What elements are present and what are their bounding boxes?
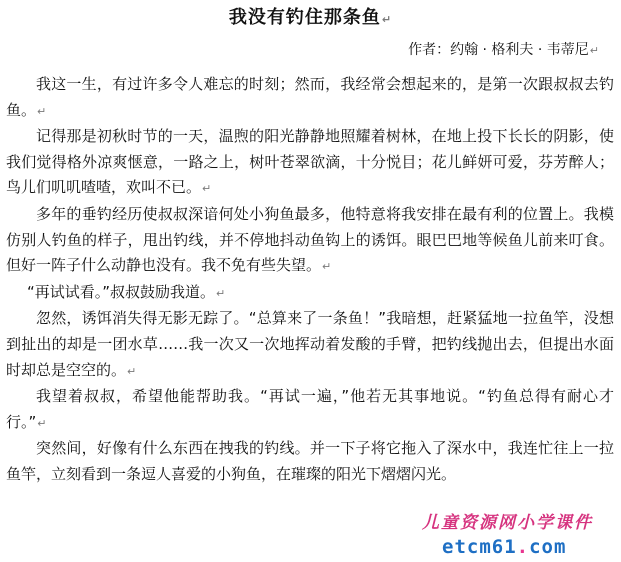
document-author <box>408 40 599 61</box>
paragraph <box>6 72 614 124</box>
title-text: 我没有钓住那条鱼 <box>228 7 381 28</box>
paragraph <box>6 202 614 280</box>
watermark-domain <box>442 536 566 558</box>
paragraph-mark-icon: ↵ <box>37 416 47 430</box>
paragraph-mark-icon: ↵ <box>202 182 212 196</box>
paragraph <box>6 280 614 307</box>
paragraph-mark-icon: ↵ <box>381 13 393 26</box>
paragraph-mark-icon: ↵ <box>127 364 137 378</box>
paragraph <box>6 436 614 487</box>
paragraph-text: 忽然，诱饵消失得无影无踪了。“总算来了一条鱼！”我暗想，赶紧猛地一拉鱼竿，没想到扯出的却是一团水草……我一次又一次地挥动着发酸的手臂，把钓线抛出去，但提出水面时却总是空空的。 <box>6 309 614 379</box>
paragraph-text: 记得那是初秋时节的一天，温煦的阳光静静地照耀着树林，在地上投下长长的阴影，使我们觉得格外凉爽惬意，一路之上，树叶苍翠欲滴，十分悦目；花儿鲜妍可爱，芬芳醉人；鸟儿们叽叽喳喳，欢叫不已。 <box>6 127 614 197</box>
paragraph-mark-icon: ↵ <box>589 44 599 57</box>
paragraph-mark-icon: ↵ <box>37 104 47 118</box>
document-title <box>0 6 621 32</box>
paragraph <box>6 124 614 202</box>
paragraph-mark-icon: ↵ <box>322 260 332 274</box>
site-watermark <box>416 506 621 562</box>
paragraph-mark-icon: ↵ <box>216 286 226 300</box>
watermark-domain-mid: m61 <box>479 536 517 558</box>
document-body <box>6 72 614 488</box>
paragraph-text: 多年的垂钓经历使叔叔深谙何处小狗鱼最多，他特意将我安排在最有利的位置上。我模仿别人钓鱼的样子，甩出钓线，并不停地抖动鱼钩上的诱饵。眼巴巴地等候鱼儿前来叮食。但好一阵子什么动静也没有。我不免有些失望。 <box>6 204 614 275</box>
paragraph-text: 突然间，好像有什么东西在拽我的钓线。并一下子将它拖入了深水中，我连忙往上一拉鱼竿，立刻看到一条逗人喜爱的小狗鱼，在璀璨的阳光下熠熠闪光。 <box>6 439 614 483</box>
paragraph-text: 我望着叔叔，希望他能帮助我。“再试一遍，”他若无其事地说。“钓鱼总得有耐心才行。” <box>6 387 614 431</box>
paragraph <box>6 384 614 436</box>
watermark-domain-dot: . <box>516 536 530 558</box>
paragraph-text: 我这一生，有过许多令人难忘的时刻；然而，我经常会想起来的，是第一次跟叔叔去钓鱼。 <box>6 75 614 119</box>
watermark-domain-prefix: etc <box>442 536 480 558</box>
watermark-domain-suffix: com <box>529 536 567 558</box>
watermark-site-name: 儿童资源网小学课件 <box>422 513 593 533</box>
author-text: 作者：约翰 · 格利夫 · 韦蒂尼 <box>408 42 589 58</box>
paragraph <box>6 306 614 384</box>
paragraph-text: “再试试看。”叔叔鼓励我道。 <box>27 282 216 301</box>
